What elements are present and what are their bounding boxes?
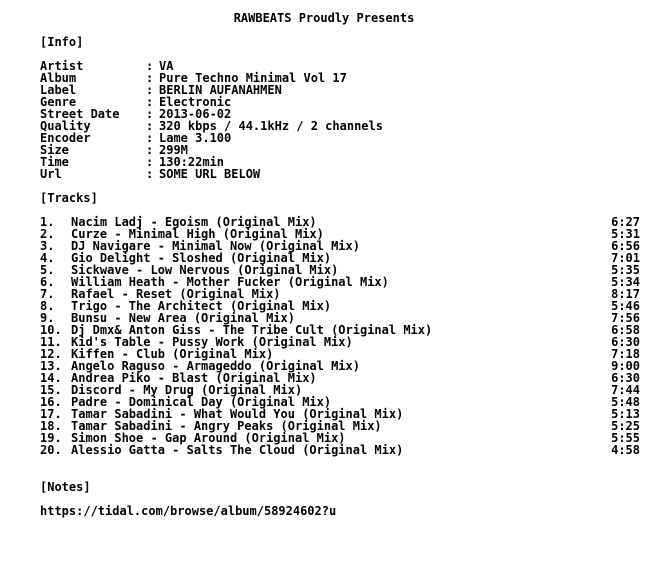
track-number: 20. bbox=[40, 443, 62, 457]
track-title: DJ Navigare - Minimal Now (Original Mix) bbox=[71, 239, 360, 253]
info-section-header: [Info] bbox=[40, 35, 84, 49]
track-duration: 6:30 bbox=[611, 335, 640, 349]
track-title: Simon Shoe - Gap Around (Original Mix) bbox=[71, 431, 346, 445]
track-title: William Heath - Mother Fucker (Original Mix) bbox=[71, 275, 389, 289]
info-key: Album bbox=[40, 71, 77, 85]
track-title: Trigo - The Architect (Original Mix) bbox=[71, 299, 332, 313]
track-number: 8. bbox=[40, 299, 55, 313]
info-key: Street Date bbox=[40, 107, 120, 121]
track-duration: 4:58 bbox=[611, 443, 640, 457]
notes-section-header: [Notes] bbox=[40, 480, 91, 494]
track-number: 13. bbox=[40, 359, 62, 373]
info-key: Time bbox=[40, 155, 69, 169]
banner-title: RAWBEATS Proudly Presents bbox=[233, 11, 415, 25]
track-duration: 5:34 bbox=[611, 275, 640, 289]
track-number: 6. bbox=[40, 275, 55, 289]
info-key: Artist bbox=[40, 59, 84, 73]
info-separator: : bbox=[146, 107, 154, 121]
track-number: 7. bbox=[40, 287, 55, 301]
info-key: Label bbox=[40, 83, 77, 97]
track-number: 9. bbox=[40, 311, 55, 325]
track-title: Tamar Sabadini - Angry Peaks (Original Mix) bbox=[71, 419, 382, 433]
info-value: Pure Techno Minimal Vol 17 bbox=[159, 71, 347, 85]
track-duration: 5:13 bbox=[611, 407, 640, 421]
track-title: Gio Delight - Sloshed (Original Mix) bbox=[71, 251, 332, 265]
track-title: Bunsu - New Area (Original Mix) bbox=[71, 311, 295, 325]
track-duration: 7:56 bbox=[611, 311, 640, 325]
track-title: Dj Dmx& Anton Giss - The Tribe Cult (Original Mix) bbox=[71, 323, 433, 337]
track-duration: 5:25 bbox=[611, 419, 640, 433]
track-title: Sickwave - Low Nervous (Original Mix) bbox=[71, 263, 339, 277]
info-value: 320 kbps / 44.1kHz / 2 channels bbox=[159, 119, 383, 133]
info-key: Url bbox=[40, 167, 62, 181]
info-separator: : bbox=[146, 83, 154, 97]
info-value: VA bbox=[159, 59, 174, 73]
track-number: 11. bbox=[40, 335, 62, 349]
track-title: Alessio Gatta - Salts The Cloud (Original Mix) bbox=[71, 443, 404, 457]
track-title: Kiffen - Club (Original Mix) bbox=[71, 347, 274, 361]
track-duration: 7:18 bbox=[611, 347, 640, 361]
info-separator: : bbox=[146, 155, 154, 169]
track-number: 3. bbox=[40, 239, 55, 253]
track-title: Curze - Minimal High (Original Mix) bbox=[71, 227, 324, 241]
track-duration: 5:46 bbox=[611, 299, 640, 313]
track-duration: 9:00 bbox=[611, 359, 640, 373]
track-duration: 5:31 bbox=[611, 227, 640, 241]
info-separator: : bbox=[146, 119, 154, 133]
track-duration: 6:58 bbox=[611, 323, 640, 337]
track-number: 2. bbox=[40, 227, 55, 241]
info-value: SOME URL BELOW bbox=[159, 167, 261, 181]
info-key: Genre bbox=[40, 95, 77, 109]
track-row bbox=[40, 444, 640, 456]
track-list bbox=[40, 216, 640, 456]
track-number: 5. bbox=[40, 263, 55, 277]
info-separator: : bbox=[146, 167, 154, 181]
track-title: Kid's Table - Pussy Work (Original Mix) bbox=[71, 335, 353, 349]
info-value: 130:22min bbox=[159, 155, 225, 169]
track-number: 19. bbox=[40, 431, 62, 445]
info-separator: : bbox=[146, 59, 154, 73]
info-key: Quality bbox=[40, 119, 91, 133]
track-number: 10. bbox=[40, 323, 62, 337]
track-number: 15. bbox=[40, 383, 62, 397]
track-title: Nacim Ladj - Egoism (Original Mix) bbox=[71, 215, 317, 229]
track-duration: 6:56 bbox=[611, 239, 640, 253]
info-key: Size bbox=[40, 143, 69, 157]
track-title: Tamar Sabadini - What Would You (Original Mix) bbox=[71, 407, 404, 421]
info-key: Encoder bbox=[40, 131, 91, 145]
info-value: 299M bbox=[159, 143, 188, 157]
track-number: 4. bbox=[40, 251, 55, 265]
track-duration: 7:44 bbox=[611, 383, 640, 397]
track-number: 17. bbox=[40, 407, 62, 421]
track-number: 18. bbox=[40, 419, 62, 433]
track-duration: 5:48 bbox=[611, 395, 640, 409]
track-number: 12. bbox=[40, 347, 62, 361]
track-title: Padre - Dominical Day (Original Mix) bbox=[71, 395, 332, 409]
notes-url: https://tidal.com/browse/album/58924602?u bbox=[40, 504, 337, 518]
track-title: Discord - My Drug (Original Mix) bbox=[71, 383, 303, 397]
info-value: Lame 3.100 bbox=[159, 131, 232, 145]
info-value: BERLIN AUFANAHMEN bbox=[159, 83, 282, 97]
info-separator: : bbox=[146, 71, 154, 85]
track-duration: 6:30 bbox=[611, 371, 640, 385]
tracks-section-header: [Tracks] bbox=[40, 191, 98, 205]
info-separator: : bbox=[146, 131, 154, 145]
track-number: 1. bbox=[40, 215, 55, 229]
track-duration: 5:35 bbox=[611, 263, 640, 277]
track-duration: 5:55 bbox=[611, 431, 640, 445]
info-separator: : bbox=[146, 95, 154, 109]
track-number: 14. bbox=[40, 371, 62, 385]
track-duration: 7:01 bbox=[611, 251, 640, 265]
track-duration: 6:27 bbox=[611, 215, 640, 229]
track-title: Angelo Raguso - Armageddo (Original Mix) bbox=[71, 359, 360, 373]
info-value: 2013-06-02 bbox=[159, 107, 232, 121]
track-duration: 8:17 bbox=[611, 287, 640, 301]
track-title: Andrea Piko - Blast (Original Mix) bbox=[71, 371, 317, 385]
info-value: Electronic bbox=[159, 95, 232, 109]
info-separator: : bbox=[146, 143, 154, 157]
track-title: Rafael - Reset (Original Mix) bbox=[71, 287, 281, 301]
track-number: 16. bbox=[40, 395, 62, 409]
